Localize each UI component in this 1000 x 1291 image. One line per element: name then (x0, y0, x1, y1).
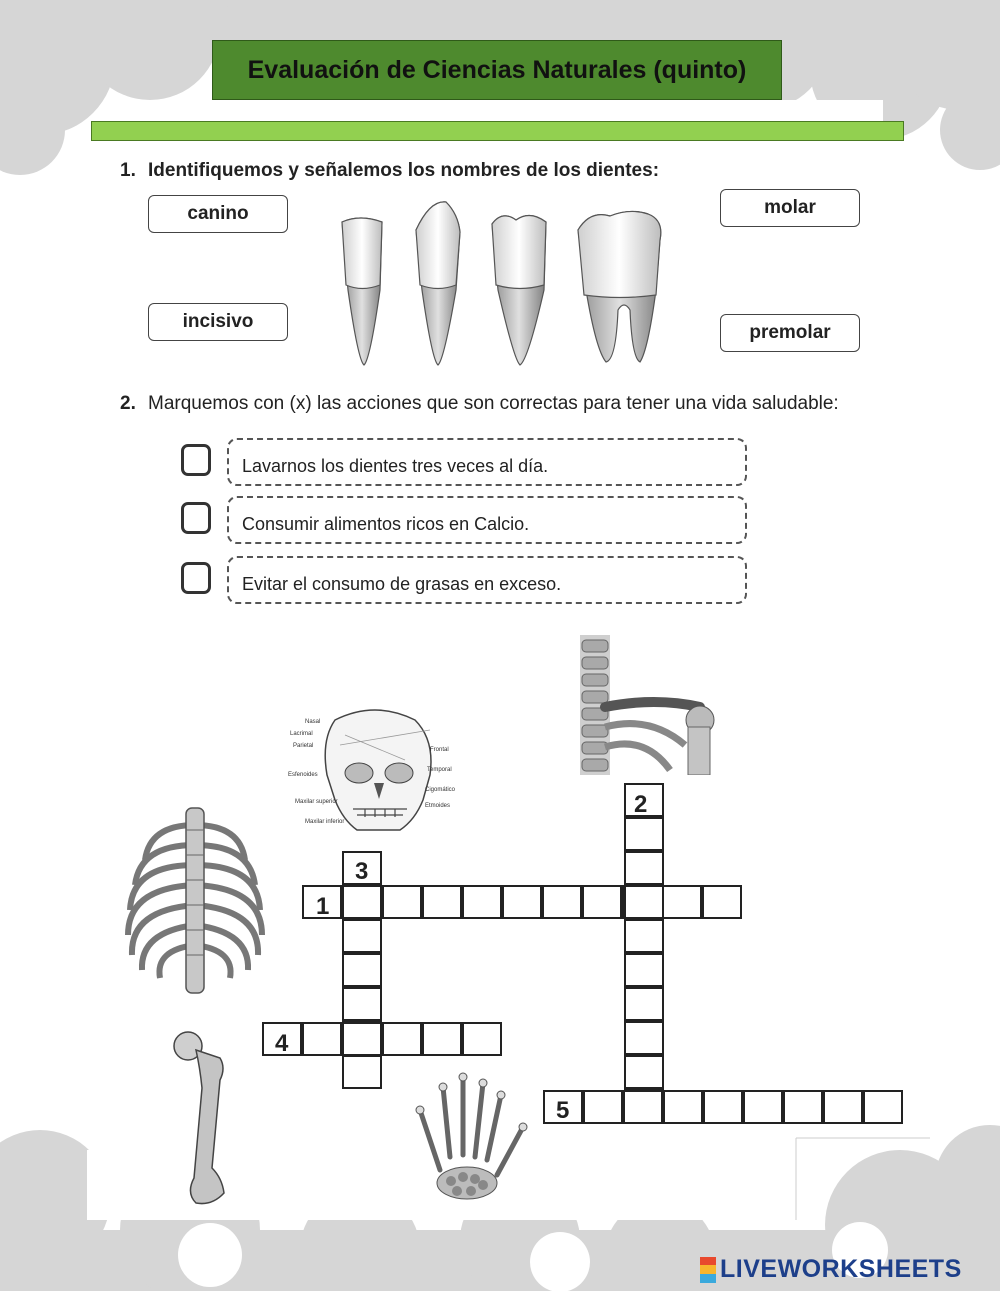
clue-number-2: 2 (634, 791, 648, 818)
crossword-cell-across-1[interactable] (662, 885, 702, 919)
crossword-cell-across-1[interactable] (542, 885, 582, 919)
crossword-cell-across-5[interactable] (583, 1090, 623, 1124)
crossword-cell-across-4[interactable] (422, 1022, 462, 1056)
crossword-cell-down-2[interactable] (624, 919, 664, 953)
crossword-cell-down-2[interactable] (624, 885, 664, 919)
clue-number-4: 4 (275, 1030, 289, 1057)
option-text-2: Consumir alimentos ricos en Calcio. (227, 496, 747, 544)
brand-name: LIVEWORKSHEETS (720, 1255, 962, 1283)
liveworksheets-badge-icon (700, 1257, 716, 1283)
liveworksheets-logo (700, 1255, 962, 1284)
option-text-1: Lavarnos los dientes tres veces al día. (227, 438, 747, 486)
crossword-cell-across-5[interactable] (703, 1090, 743, 1124)
crossword-cell-across-4[interactable] (462, 1022, 502, 1056)
crossword-cell-across-4[interactable] (302, 1022, 342, 1056)
question-2-number: 2. (120, 393, 136, 414)
crossword-cell-down-2[interactable] (624, 953, 664, 987)
skull-label: Temporal (427, 767, 452, 773)
crossword-cell-across-5[interactable] (623, 1090, 663, 1124)
crossword-cell-across-1[interactable] (502, 885, 542, 919)
crossword-cell-across-1[interactable] (342, 885, 382, 919)
crossword-cell-across-5[interactable] (743, 1090, 783, 1124)
skull-label: Frontal (430, 747, 449, 753)
skull-label: Maxilar inferior (305, 819, 345, 825)
crossword-cell-across-1[interactable] (422, 885, 462, 919)
crossword-cell-down-2[interactable] (624, 1055, 664, 1089)
skull-label: Etmoides (425, 803, 451, 809)
word-incisivo[interactable]: incisivo (148, 303, 288, 341)
skull-label: Cigomático (425, 787, 456, 793)
skull-label: Lacrimal (290, 731, 313, 737)
crossword-cell-across-5[interactable] (863, 1090, 903, 1124)
crossword-cell-across-1[interactable] (382, 885, 422, 919)
crossword-cell-down-3[interactable] (342, 919, 382, 953)
option-text-3: Evitar el consumo de grasas en exceso. (227, 556, 747, 604)
question-1-text: Identifiquemos y señalemos los nombres de los dientes: (148, 160, 660, 181)
crossword-cell-down-2[interactable] (624, 1021, 664, 1055)
skull-label: Maxilar superior (295, 799, 338, 805)
skull-label: Esfenoides (288, 772, 318, 778)
question-1-number: 1. (120, 160, 136, 181)
word-canino[interactable]: canino (148, 195, 288, 233)
clue-number-3: 3 (355, 858, 369, 885)
word-molar[interactable]: molar (720, 189, 860, 227)
crossword-cell-across-5[interactable] (663, 1090, 703, 1124)
question-2-text: Marquemos con (x) las acciones que son correctas para tener una vida saludable: (148, 393, 839, 414)
crossword-cell-across-5[interactable] (783, 1090, 823, 1124)
crossword-cell-across-1[interactable] (582, 885, 622, 919)
word-premolar[interactable]: premolar (720, 314, 860, 352)
crossword-cell-down-2[interactable] (624, 851, 664, 885)
crossword-cell-across-4[interactable] (382, 1022, 422, 1056)
crossword-cell-down-3[interactable] (342, 1055, 382, 1089)
crossword-cell-across-5[interactable] (823, 1090, 863, 1124)
crossword-cell-down-3[interactable] (342, 953, 382, 987)
skull-label: Nasal (305, 719, 321, 725)
crossword-cell-down-2[interactable] (624, 987, 664, 1021)
crossword-cell-down-3[interactable] (342, 987, 382, 1021)
crossword-cell-across-1[interactable] (702, 885, 742, 919)
clue-number-1: 1 (316, 893, 330, 920)
page-title: Evaluación de Ciencias Naturales (quinto) (212, 40, 782, 100)
clue-number-5: 5 (556, 1097, 570, 1124)
crossword-cell-down-2[interactable] (624, 817, 664, 851)
crossword-cell-across-1[interactable] (462, 885, 502, 919)
skull-label: Parietal (293, 743, 314, 749)
crossword-cell-across-4[interactable] (342, 1022, 382, 1056)
